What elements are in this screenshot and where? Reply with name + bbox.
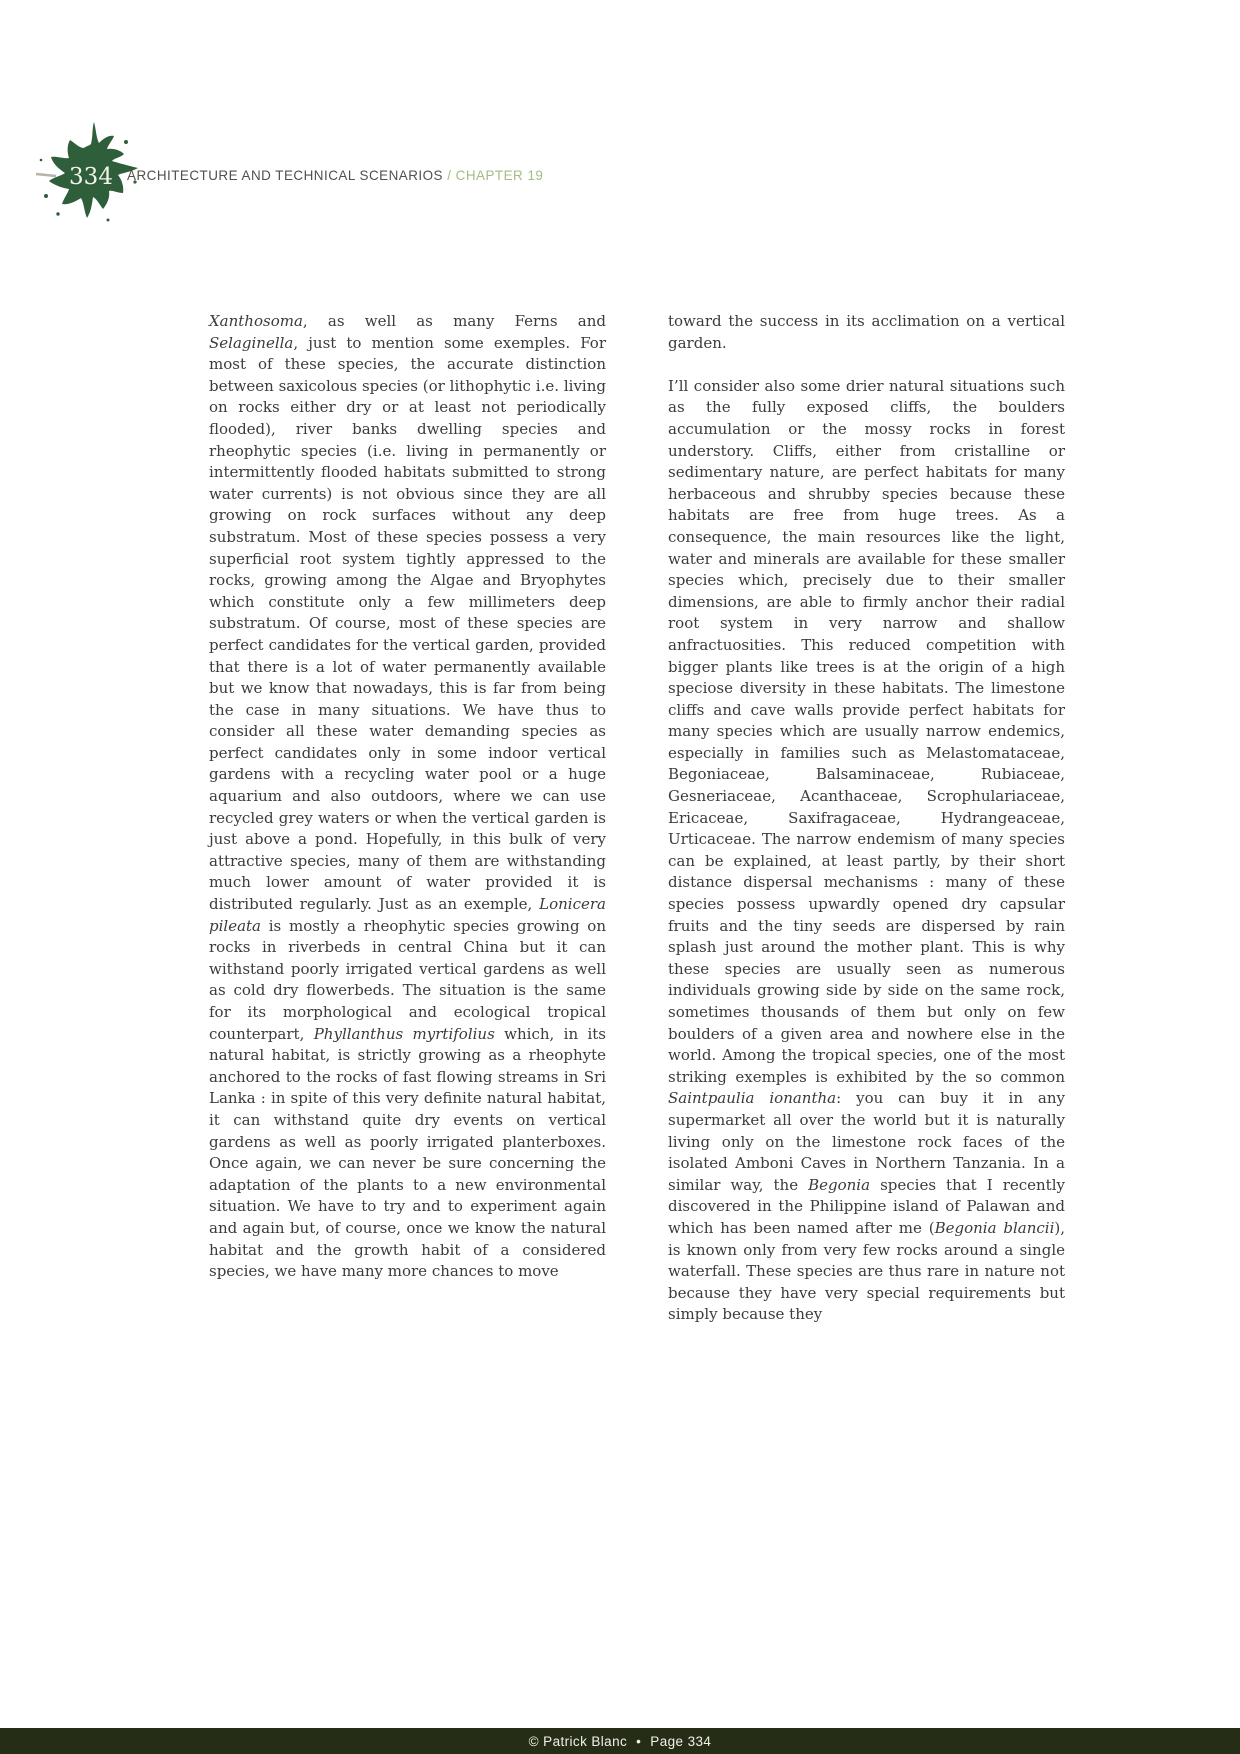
ink-droplet-icon [44, 194, 48, 198]
ink-splash-streak-icon [36, 174, 56, 176]
chapter-label: CHAPTER 19 [455, 167, 544, 183]
ink-droplet-icon [56, 212, 59, 215]
header-separator: / [443, 167, 456, 183]
body-paragraph: Xanthosoma, as well as many Ferns and Selaginella, just to mention some exemples. For most of these species, the accurate distinction between saxicolous species (or lithophytic i.e. living on rocks either dry or at least not periodically flooded), river banks dwelling species and rheophytic species (i.e. living in permanently or intermittently flooded habitats submitted to strong water currents) is not obvious since they are all growing on rock surfaces without any deep substratum. Most of these species possess a very superficial root system tightly appressed to the rocks, growing among the Algae and Bryophytes which constitute only a few millimeters deep substratum. Of course, most of these species are perfect candidates for the vertical garden, provided that there is a lot of water permanently available but we know that nowadays, this is far from being the case in many situations. We have thus to consider all these water demanding species as perfect candidates only in some indoor vertical gardens with a recycling water pool or a huge aquarium and also outdoors, where we can use recycled grey waters or when the vertical garden is just above a pond. Hopefully, in this bulk of very attractive species, many of them are withstanding much lower amount of water provided it is distributed regularly. Just as an exemple, Lonicera pileata is mostly a rheophytic species growing on rocks in riverbeds in central China but it can withstand poorly irrigated vertical gardens as well as cold dry flowerbeds. The situation is the same for its morphological and ecological tropical counterpart, Phyllanthus myrtifolius which, in its natural habitat, is strictly growing as a rheophyte anchored to the rocks of fast flowing streams in Sri Lanka : in spite of this very definite natural habitat, it can withstand quite dry events on vertical gardens as well as poorly irrigated planterboxes. Once again, we can never be sure concerning the adaptation of the plants to a new environmental situation. We have to try and to experiment again and again but, of course, once we know the natural habitat and the growth habit of a considered species, we have many more chances to move [209, 312, 606, 1281]
text-column-right [668, 311, 1065, 1326]
section-title: ARCHITECTURE AND TECHNICAL SCENARIOS [127, 167, 444, 183]
text-column-left [209, 311, 606, 1283]
ink-droplet-icon [40, 159, 43, 162]
page-number: 334 [69, 164, 113, 190]
footer-bar [0, 1728, 1240, 1754]
copyright-text: © Patrick Blanc [528, 1733, 628, 1749]
body-paragraph: I’ll consider also some drier natural situations such as the fully exposed cliffs, the boulders accumulation or the mossy rocks in forest understory. Cliffs, either from cristalline or sedimentary nature, are perfect habitats for many herbaceous and shrubby species because these habitats are free from huge trees. As a consequence, the main resources like the light, water and minerals are available for these smaller species which, precisely due to their smaller dimensions, are able to firmly anchor their radial root system in very narrow and shallow anfractuosities. This reduced competition with bigger plants like trees is at the origin of a high speciose diversity in these habitats. The limestone cliffs and cave walls provide perfect habitats for many species which are usually narrow endemics, especially in families such as Melastomataceae, Begoniaceae, Balsaminaceae, Rubiaceae, Gesneriaceae, Acanthaceae, Scrophulariaceae, Ericaceae, Saxifragaceae, Hydrangeaceae, Urticaceae. The narrow endemism of many species can be explained, at least partly, by their short distance dispersal mechanisms : many of these species possess upwardly opened dry capsular fruits and the tiny seeds are dispersed by rain splash just around the mother plant. This is why these species are usually seen as numerous individuals growing side by side on the same rock, sometimes thousands of them but only on few boulders of a given area and nowhere else in the world. Among the tropical species, one of the most striking exemples is exhibited by the so common Saintpaulia ionantha: you can buy it in any supermarket all over the world but it is naturally living only on the limestone rock faces of the isolated Amboni Caves in Northern Tanzania. In a similar way, the Begonia species that I recently discovered in the Philippine island of Palawan and which has been named after me (Begonia blancii), is known only from very few rocks around a single waterfall. These species are thus rare in nature not because they have very special requirements but simply because they [668, 376, 1065, 1324]
ink-droplet-icon [124, 140, 128, 144]
bullet-separator-icon: • [636, 1733, 642, 1749]
running-header [127, 167, 543, 183]
ink-droplet-icon [107, 219, 110, 222]
body-paragraph: toward the success in its acclimation on a vertical garden. [668, 312, 1065, 352]
page-number-badge [36, 120, 140, 228]
page-label: Page 334 [650, 1733, 712, 1749]
